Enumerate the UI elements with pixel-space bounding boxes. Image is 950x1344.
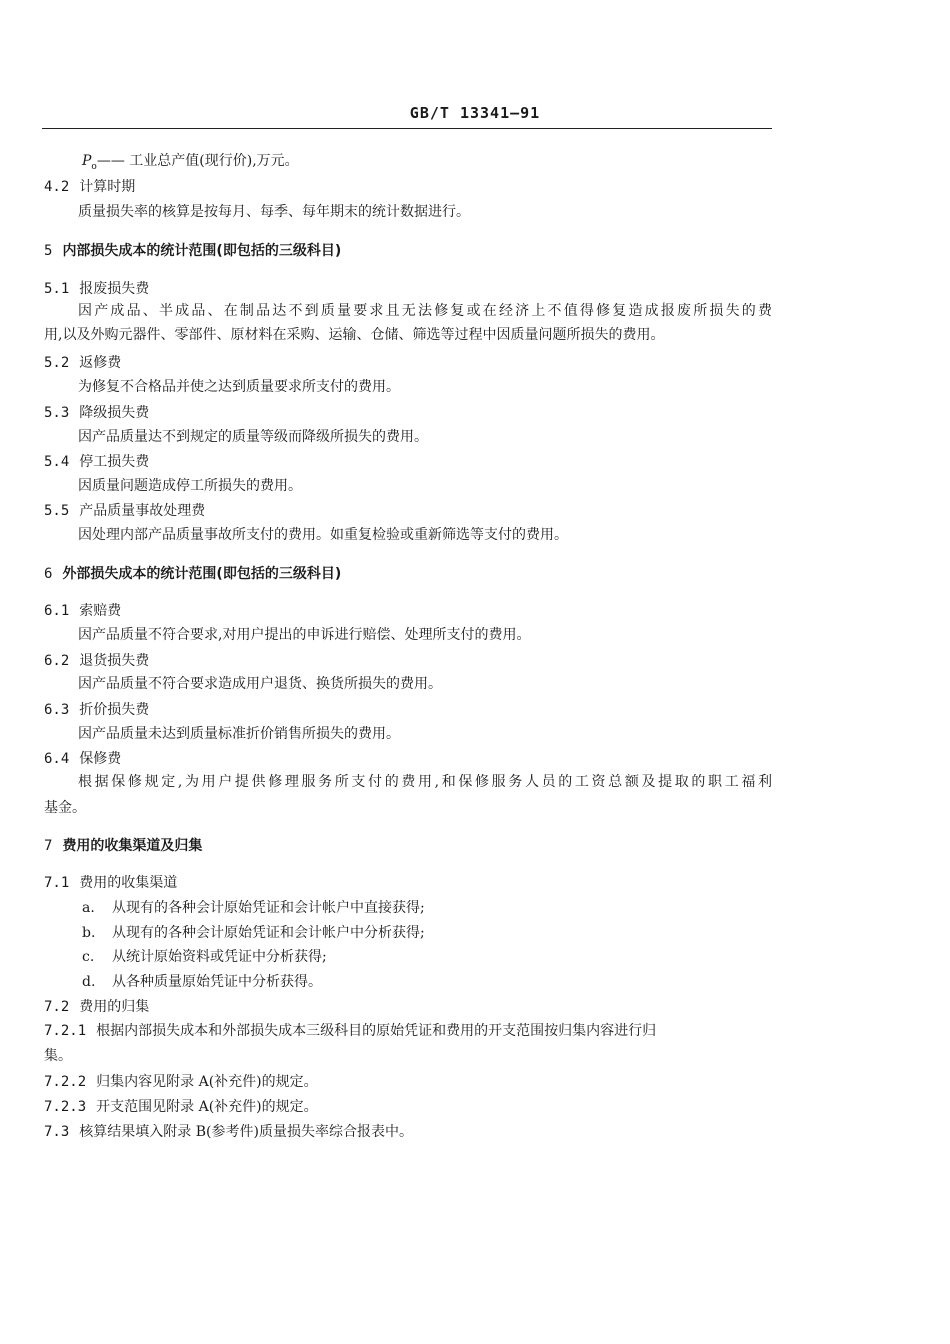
section-title: 折价损失费 bbox=[79, 702, 150, 718]
section-6-2-body: 因产品质量不符合要求造成用户退货、换货所损失的费用。 bbox=[78, 676, 442, 692]
section-number: 5.5 bbox=[44, 503, 70, 519]
p0-subscript: o bbox=[91, 161, 97, 172]
section-title: 内部损失成本的统计范围(即包括的三级科目) bbox=[62, 243, 342, 259]
section-5-5-body: 因处理内部产品质量事故所支付的费用。如重复检验或重新筛选等支付的费用。 bbox=[78, 527, 568, 543]
section-title: 保修费 bbox=[79, 751, 122, 767]
section-6-4-heading bbox=[44, 750, 121, 768]
section-number: 6.1 bbox=[44, 603, 70, 619]
p0-text: —— 工业总产值(现行价),万元。 bbox=[96, 153, 299, 169]
section-number: 7.2.3 bbox=[44, 1099, 87, 1115]
section-body: 核算结果填入附录 B(参考件)质量损失率综合报表中。 bbox=[79, 1124, 413, 1140]
section-title: 报废损失费 bbox=[79, 281, 150, 297]
section-6-3-body: 因产品质量未达到质量标准折价销售所损失的费用。 bbox=[78, 726, 400, 742]
section-5-heading bbox=[44, 242, 341, 260]
section-5-1-heading bbox=[44, 280, 149, 298]
list-item-d bbox=[82, 973, 322, 991]
section-body: 根据内部损失成本和外部损失成本三级科目的原始凭证和费用的开支范围按归集内容进行归 bbox=[96, 1023, 657, 1039]
section-5-2-heading bbox=[44, 354, 121, 372]
section-4-2-heading bbox=[44, 178, 135, 196]
section-number: 6.4 bbox=[44, 751, 70, 767]
section-6-heading bbox=[44, 565, 341, 583]
section-5-3-heading bbox=[44, 404, 149, 422]
section-number: 7.2.1 bbox=[44, 1023, 87, 1039]
section-5-4-body: 因质量问题造成停工所损失的费用。 bbox=[78, 478, 302, 494]
section-title: 外部损失成本的统计范围(即包括的三级科目) bbox=[62, 566, 342, 582]
section-number: 5.4 bbox=[44, 454, 70, 470]
section-6-1-body: 因产品质量不符合要求,对用户提出的申诉进行赔偿、处理所支付的费用。 bbox=[78, 627, 531, 643]
section-title: 降级损失费 bbox=[79, 405, 150, 421]
list-text: 从现有的各种会计原始凭证和会计帐户中直接获得; bbox=[112, 900, 425, 916]
section-title: 退货损失费 bbox=[79, 653, 150, 669]
section-body: 归集内容见附录 A(补充件)的规定。 bbox=[96, 1074, 318, 1090]
list-item-b bbox=[82, 924, 425, 942]
section-number: 6.2 bbox=[44, 653, 70, 669]
section-6-4-body-line1: 根据保修规定,为用户提供修理服务所支付的费用,和保修服务人员的工资总额及提取的职工福利 bbox=[78, 774, 772, 790]
header-rule bbox=[42, 128, 772, 129]
list-text: 从现有的各种会计原始凭证和会计帐户中分析获得; bbox=[112, 925, 425, 941]
list-item-c bbox=[82, 948, 327, 966]
section-number: 7.2.2 bbox=[44, 1074, 87, 1090]
section-number: 6.3 bbox=[44, 702, 70, 718]
section-5-1-body-line1: 因产成品、半成品、在制品达不到质量要求且无法修复或在经济上不值得修复造成报废所损失的费 bbox=[78, 303, 772, 319]
section-title: 返修费 bbox=[79, 355, 122, 371]
section-7-2-2 bbox=[44, 1073, 318, 1091]
section-7-2-1-line1 bbox=[44, 1022, 772, 1040]
section-title: 索赔费 bbox=[79, 603, 122, 619]
section-number: 6 bbox=[44, 566, 53, 582]
p0-definition bbox=[82, 152, 299, 176]
section-7-2-heading bbox=[44, 998, 149, 1016]
section-7-2-3 bbox=[44, 1098, 318, 1116]
section-title: 计算时期 bbox=[79, 179, 136, 195]
section-title: 费用的归集 bbox=[79, 999, 150, 1015]
list-label: d. bbox=[82, 974, 96, 990]
section-7-3 bbox=[44, 1123, 413, 1141]
section-7-1-heading bbox=[44, 874, 177, 892]
section-number: 5 bbox=[44, 243, 53, 259]
list-item-a bbox=[82, 899, 425, 917]
page-header: GB/T 13341—91 bbox=[409, 104, 541, 122]
list-text: 从各种质量原始凭证中分析获得。 bbox=[112, 974, 322, 990]
section-body: 开支范围见附录 A(补充件)的规定。 bbox=[96, 1099, 318, 1115]
section-title: 停工损失费 bbox=[79, 454, 150, 470]
section-number: 4.2 bbox=[44, 179, 70, 195]
section-7-heading bbox=[44, 837, 202, 855]
section-6-2-heading bbox=[44, 652, 149, 670]
section-number: 5.1 bbox=[44, 281, 70, 297]
section-5-1-body-line2: 用,以及外购元器件、零部件、原材料在采购、运输、仓储、筛选等过程中因质量问题所损失的费用。 bbox=[44, 327, 665, 343]
list-label: a. bbox=[82, 900, 95, 916]
section-title: 产品质量事故处理费 bbox=[79, 503, 206, 519]
section-6-4-body-line2: 基金。 bbox=[44, 800, 86, 816]
section-title: 费用的收集渠道 bbox=[79, 875, 178, 891]
section-5-4-heading bbox=[44, 453, 149, 471]
section-number: 5.3 bbox=[44, 405, 70, 421]
section-number: 7.3 bbox=[44, 1124, 70, 1140]
section-number: 5.2 bbox=[44, 355, 70, 371]
section-5-5-heading bbox=[44, 502, 205, 520]
section-5-3-body: 因产品质量达不到规定的质量等级而降级所损失的费用。 bbox=[78, 429, 428, 445]
section-7-2-1-line2: 集。 bbox=[44, 1048, 72, 1064]
section-5-2-body: 为修复不合格品并使之达到质量要求所支付的费用。 bbox=[78, 379, 400, 395]
section-title: 费用的收集渠道及归集 bbox=[62, 838, 203, 854]
list-label: c. bbox=[82, 949, 95, 965]
list-label: b. bbox=[82, 925, 96, 941]
list-text: 从统计原始资料或凭证中分析获得; bbox=[112, 949, 327, 965]
section-6-3-heading bbox=[44, 701, 149, 719]
section-6-1-heading bbox=[44, 602, 121, 620]
section-number: 7.2 bbox=[44, 999, 70, 1015]
p0-symbol: P bbox=[82, 153, 92, 169]
section-number: 7 bbox=[44, 838, 53, 854]
section-4-2-body: 质量损失率的核算是按每月、每季、每年期末的统计数据进行。 bbox=[78, 204, 470, 220]
section-number: 7.1 bbox=[44, 875, 70, 891]
